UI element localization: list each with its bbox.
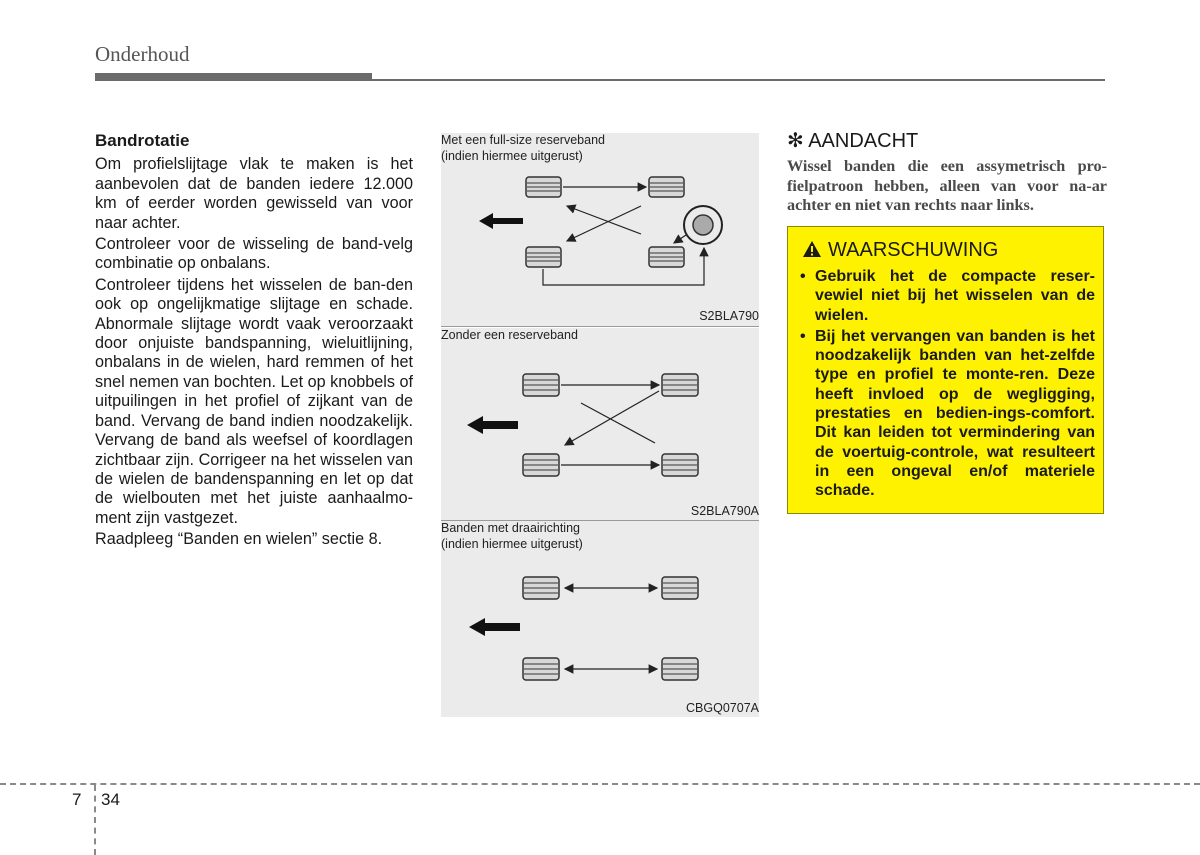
figure-caption: Met een full-size reserveband (indien hiermee uitgerust): [441, 133, 605, 163]
rotation-diagram: [441, 541, 759, 711]
direction-arrow-icon: [467, 416, 518, 434]
tire-icon: [649, 177, 684, 197]
header-rule: [372, 79, 1105, 81]
list-item: • Gebruik het de compacte reser-vewiel niet bij het wisselen van de wielen.: [800, 268, 1095, 324]
footer-rule: [0, 783, 1200, 785]
warning-box: [787, 226, 1104, 514]
caution-heading: ✻ AANDACHT: [787, 130, 919, 152]
tire-icon: [662, 454, 698, 476]
paragraph: Controleer voor de wisseling de band-velg combinatie op onbalans.: [95, 235, 413, 273]
tire-icon: [526, 177, 561, 197]
chapter-number: 7: [72, 790, 82, 809]
figure-full-size-spare: [441, 133, 759, 327]
tire-icon: [662, 374, 698, 396]
tire-icon: [662, 658, 698, 680]
figure-caption: Zonder een reserveband: [441, 328, 578, 342]
page-header-title: Onderhoud: [95, 42, 190, 66]
main-text-column: [95, 131, 413, 552]
caution-text: Wissel banden die een assymetrisch pro-fielpatroon hebben, alleen van voor na-ar achter en niet van rechts naar links.: [787, 157, 1107, 214]
direction-arrow-icon: [479, 213, 523, 229]
figure-directional-tires: [441, 521, 759, 717]
warning-list: [798, 267, 1095, 503]
figure-code: S2BLA790A: [690, 504, 759, 518]
tire-icon: [523, 454, 559, 476]
tire-icon: [523, 658, 559, 680]
figure-divider: [441, 326, 759, 327]
paragraph: Controleer tijdens het wisselen de ban-den ook op ongelijkmatige slijtage en schade. Abnormale slijtage wordt vaak veroorzaakt door onjuiste bandspanning, wieluitlijning, onbalans in de wielen, hard remmen of het snel nemen van bochten. Let op knobbels of uitpuilingen in het profiel of zijkant van de band. Vervang de band indien noodzakelijk. Vervang de band als weefsel of koordlagen zichtbaar zijn. Corrigeer na het wisselen van de wielen de bandenspanning en let op dat de wielbouten met het juiste aanhaalmo-ment zijn vastgezet.: [95, 275, 413, 527]
figure-caption: Banden met draairichting (indien hiermee uitgerust): [441, 521, 583, 551]
footer-divider: [94, 785, 96, 855]
direction-arrow-icon: [469, 618, 520, 636]
paragraph: Raadpleeg “Banden en wielen” sectie 8.: [95, 530, 383, 549]
asterisk-icon: ✻: [787, 130, 804, 152]
tire-icon: [662, 577, 698, 599]
header-accent-bar: [95, 73, 372, 81]
tire-icon: [523, 577, 559, 599]
rotation-diagram: [441, 348, 759, 518]
warning-heading: WAARSCHUWING: [802, 239, 998, 262]
spare-wheel-icon: [684, 206, 722, 244]
section-heading: Bandrotatie: [95, 131, 190, 150]
tire-icon: [649, 247, 684, 267]
rotation-diagram: [441, 133, 759, 303]
paragraph: Om profielslijtage vlak te maken is het aanbevolen dat de banden iedere 12.000 km of eerder worden gewisseld van voor naar achter.: [95, 155, 413, 232]
warning-triangle-icon: [802, 240, 822, 258]
figure-code: S2BLA790: [699, 309, 759, 323]
caution-note: [787, 128, 1107, 216]
page-number: 34: [101, 790, 120, 809]
figure-no-spare: [441, 328, 759, 520]
list-item: • Bij het vervangen van banden is het noodzakelijk banden van het-zelfde type en profiel te monte-ren. Deze heeft invloed op de wegligging, prestaties en bedien-ings-comfort. Dit kan leiden tot vermindering van de voertuig-controle, wat resulteert in een ongeval en/of materiele schade.: [800, 327, 1095, 500]
tire-icon: [526, 247, 561, 267]
tire-icon: [523, 374, 559, 396]
figure-code: CBGQ0707A: [686, 701, 759, 715]
